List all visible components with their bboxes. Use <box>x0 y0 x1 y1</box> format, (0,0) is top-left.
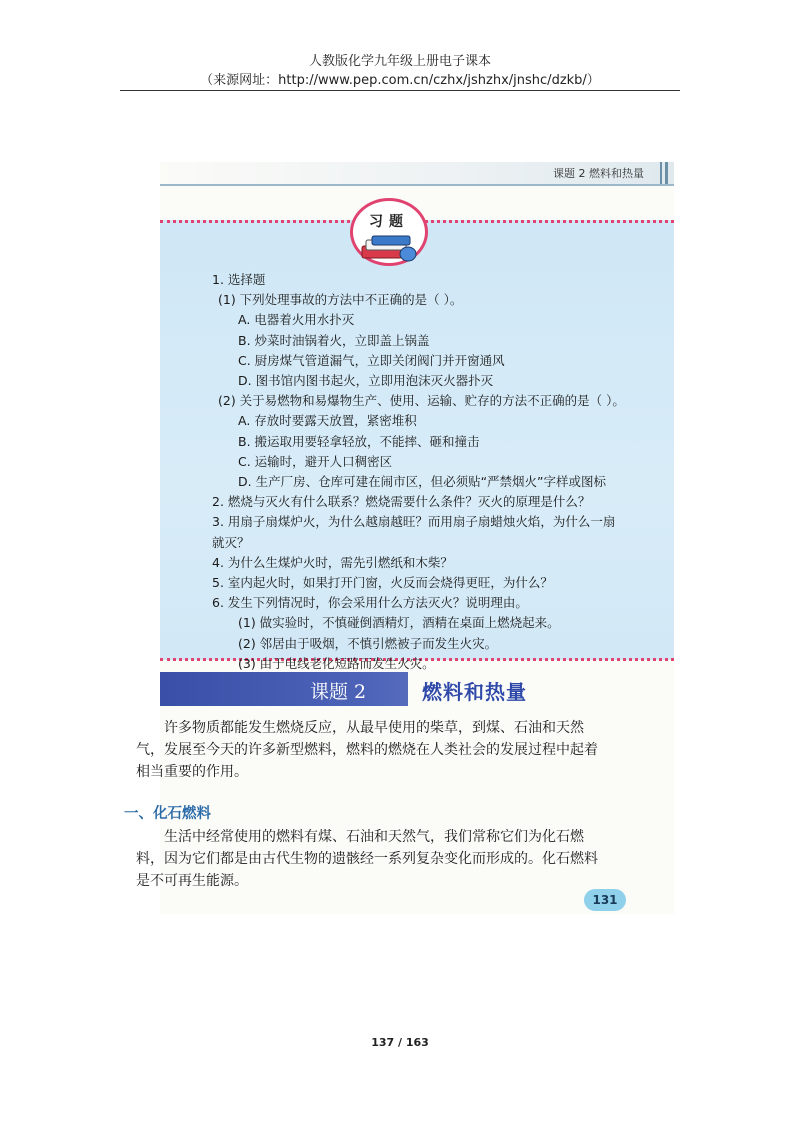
exercise-line: (2) 邻居由于吸烟，不慎引燃被子而发生火灾。 <box>238 635 498 651</box>
exercise-line: (1) 做实验时，不慎碰倒酒精灯，酒精在桌面上燃烧起来。 <box>238 615 560 631</box>
running-head-bar <box>665 162 668 184</box>
subsection-paragraph <box>136 826 606 892</box>
running-head <box>160 162 674 186</box>
section-number: 课题 2 <box>310 681 367 703</box>
exercise-line: (3) 由于电线老化短路而发生火灾。 <box>238 655 435 671</box>
intro-paragraph <box>136 717 606 783</box>
exercise-line: 4. 为什么生煤炉火时，需先引燃纸和木柴？ <box>212 554 453 570</box>
header-rule <box>120 90 680 91</box>
exercise-line: 3. 用扇子扇煤炉火，为什么越扇越旺？而用扇子扇蜡烛火焰，为什么一扇 <box>212 514 616 530</box>
book-page-number: 131 <box>584 889 626 911</box>
pdf-page-counter: 137 / 163 <box>371 1036 429 1049</box>
intro-text: 许多物质都能发生燃烧反应，从最早使用的柴草，到煤、石油和天然气，发展至今天的许多新型燃料，燃料的燃烧在人类社会的发展过程中起着相当重要的作用。 <box>136 720 598 780</box>
exercise-line: C. 厨房煤气管道漏气，立即关闭阀门并开窗通风 <box>238 352 505 368</box>
exercise-line: D. 生产厂房、仓库可建在闹市区，但必须贴“严禁烟火”字样或图标 <box>238 474 607 490</box>
textbook-page <box>124 162 674 914</box>
section-banner <box>160 672 674 706</box>
exercise-list <box>212 270 652 674</box>
section-title: 燃料和热量 <box>422 680 527 704</box>
subsection-title: 一、化石燃料 <box>124 806 211 822</box>
exercise-line: 5. 室内起火时，如果打开门窗，火反而会烧得更旺，为什么？ <box>212 575 553 591</box>
exercise-line: B. 搬运取用要轻拿轻放，不能摔、砸和撞击 <box>238 433 480 449</box>
exercise-line: 1. 选择题 <box>212 272 266 287</box>
exercise-line: (1) 下列处理事故的方法中不正确的是（ ）。 <box>218 292 463 308</box>
running-head-bar <box>660 162 662 184</box>
exercise-line: 6. 发生下列情况时，你会采用什么方法灭火？说明理由。 <box>212 595 528 611</box>
running-head-label: 课题 2 燃料和热量 <box>553 167 644 180</box>
exercise-line: A. 电器着火用水扑灭 <box>238 312 355 328</box>
exercise-line: 2. 燃烧与灭火有什么联系？燃烧需要什么条件？灭火的原理是什么？ <box>212 494 591 510</box>
document-title: 人教版化学九年级上册电子课本 <box>308 54 491 69</box>
exercise-line: C. 运输时，避开人口稠密区 <box>238 453 393 469</box>
subsection-text: 生活中经常使用的燃料有煤、石油和天然气，我们常称它们为化石燃料，因为它们都是由古代生物的遗骸经一系列复杂变化而形成的。化石燃料是不可再生能源。 <box>136 829 598 889</box>
exercise-line: (2) 关于易燃物和易爆物生产、使用、运输、贮存的方法不正确的是（ ）。 <box>218 393 625 409</box>
document-header <box>0 52 800 90</box>
books-icon <box>358 234 418 264</box>
exercise-line: D. 图书馆内图书起火，立即用泡沫灭火器扑灭 <box>238 373 494 389</box>
document-source: （来源网址：http://www.pep.com.cn/czhx/jshzhx/jnshc/dzkb/） <box>200 73 600 88</box>
exercise-line: B. 炒菜时油锅着火，立即盖上锅盖 <box>238 332 430 348</box>
exercise-line: 就灭？ <box>212 534 250 550</box>
exercise-line: A. 存放时要露天放置，紧密堆积 <box>238 413 417 429</box>
exercise-badge-title: 习题 <box>369 214 409 230</box>
